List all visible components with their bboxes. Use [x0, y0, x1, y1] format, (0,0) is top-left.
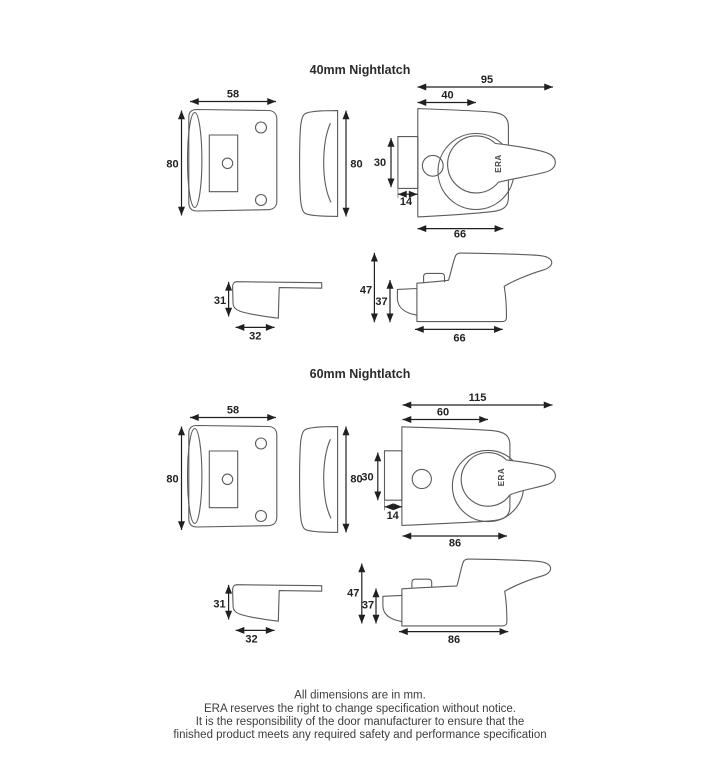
dim-label-keep-width-40: 58	[226, 88, 240, 101]
dim-label-keep-height-40: 80	[166, 158, 179, 171]
dim-label-cover-height-60: 80	[350, 473, 363, 486]
dim-label-side-case-width-40: 66	[453, 332, 466, 345]
dim-label-cylinder-plate-height-40: 30	[373, 157, 387, 169]
dim-label-side-case-width-60: 86	[447, 634, 461, 646]
dim-label-side-case-height-40: 37	[375, 296, 388, 308]
section-title-60mm: 60mm Nightlatch	[309, 367, 411, 381]
dim-label-keep-side-depth-60: 32	[245, 633, 258, 646]
dim-label-cylinder-plate-height-60: 30	[361, 471, 374, 484]
dim-label-keep-height-60: 80	[166, 473, 179, 486]
section-title-40mm: 40mm Nightlatch	[309, 63, 411, 77]
dim-label-body-overall-60: 115	[468, 392, 487, 404]
dim-label-cylinder-plate-width-60: 14	[386, 510, 399, 522]
dim-label-side-overall-height-40: 47	[359, 284, 373, 297]
dim-label-backset-40: 40	[441, 89, 454, 102]
dim-label-keep-side-height-40: 31	[213, 295, 227, 307]
dim-label-keep-side-height-60: 31	[213, 598, 226, 611]
dim-label-case-width-40: 66	[453, 228, 467, 241]
dim-label-cylinder-plate-width-40: 14	[399, 196, 413, 208]
brand-logo-60: ERA	[496, 467, 506, 487]
footer-line-4: finished product meets any required safety and performance specification	[173, 729, 547, 741]
dim-label-body-overall-40: 95	[480, 74, 494, 86]
brand-logo-40: ERA	[493, 154, 503, 173]
footer-line-2: ERA reserves the right to change specification without notice.	[204, 703, 516, 715]
dim-label-side-case-height-60: 37	[361, 599, 375, 612]
dim-label-keep-side-depth-40: 32	[249, 330, 262, 343]
dim-label-backset-60: 60	[436, 406, 450, 419]
footer-line-3: It is the responsibility of the door manufacturer to ensure that the	[195, 716, 525, 728]
dim-label-keep-width-60: 58	[226, 404, 240, 417]
dim-label-cover-height-40: 80	[350, 158, 363, 171]
dim-label-case-width-60: 86	[448, 537, 462, 550]
footer-line-1: All dimensions are in mm.	[294, 689, 426, 702]
dim-label-side-overall-height-60: 47	[347, 587, 360, 600]
